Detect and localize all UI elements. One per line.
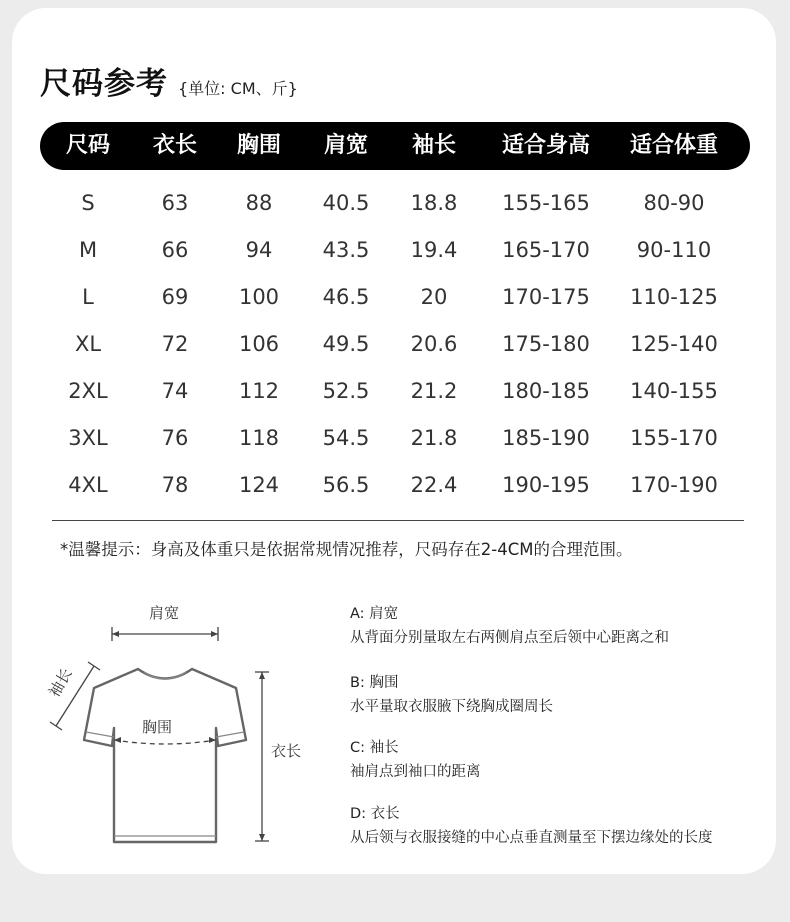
measure-title: C: 袖长 [350,740,399,756]
cell-chest: 100 [238,285,280,309]
cell-weight: 125-140 [630,332,718,356]
cell-size: 4XL [68,473,108,497]
cell-length: 78 [161,473,189,497]
cell-shoulder: 56.5 [322,473,370,497]
title-row [40,58,298,102]
table-row [0,368,790,415]
table-row [0,415,790,462]
cell-shoulder: 43.5 [322,238,370,262]
divider [52,520,744,521]
cell-chest: 118 [238,426,280,450]
measure-shoulder [350,602,669,650]
measure-length [350,802,713,850]
header-weight: 适合体重 [629,133,719,158]
cell-size: XL [74,332,102,356]
cell-shoulder: 46.5 [322,285,370,309]
length-label: 衣长 [271,742,302,760]
cell-chest: 94 [245,238,273,262]
cell-length: 74 [161,379,189,403]
shoulder-label: 肩宽 [149,604,180,622]
header-shoulder: 肩宽 [323,133,369,158]
measure-text: 从背面分别量取左右两侧肩点至后领中心距离之和 [350,630,669,646]
cell-shoulder: 54.5 [322,426,370,450]
measure-text: 水平量取衣服腋下绕胸成圈周长 [350,699,553,715]
size-table-body [0,180,790,509]
cell-height: 155-165 [502,191,590,215]
sleeve-label: 袖长 [45,665,76,701]
cell-weight: 90-110 [636,238,712,262]
cell-shoulder: 52.5 [322,379,370,403]
cell-height: 170-175 [502,285,590,309]
cell-weight: 155-170 [630,426,718,450]
cell-sleeve: 20 [420,285,448,309]
cell-sleeve: 19.4 [410,238,458,262]
cell-length: 72 [161,332,189,356]
page-title: 尺码参考 [40,66,168,102]
cell-chest: 124 [238,473,280,497]
header-size: 尺码 [65,133,111,158]
header-height: 适合身高 [501,133,591,158]
cell-sleeve: 21.8 [410,426,458,450]
header-length: 衣长 [152,133,198,158]
cell-weight: 140-155 [630,379,718,403]
table-row [0,321,790,368]
cell-chest: 106 [238,332,280,356]
tshirt-diagram [40,596,330,856]
cell-height: 190-195 [502,473,590,497]
cell-shoulder: 49.5 [322,332,370,356]
cell-sleeve: 20.6 [410,332,458,356]
header-chest: 胸围 [236,133,282,158]
cell-sleeve: 18.8 [410,191,458,215]
cell-length: 76 [161,426,189,450]
tshirt-icon [40,596,330,856]
table-header [40,122,750,170]
cell-height: 185-190 [502,426,590,450]
measure-title: B: 胸围 [350,675,399,691]
table-row [0,274,790,321]
cell-size: 2XL [68,379,108,403]
cell-weight: 80-90 [643,191,705,215]
cell-chest: 88 [245,191,273,215]
cell-height: 165-170 [502,238,590,262]
measure-chest [350,671,553,719]
cell-weight: 110-125 [630,285,718,309]
measure-sleeve [350,736,481,784]
cell-sleeve: 21.2 [410,379,458,403]
cell-chest: 112 [238,379,280,403]
header-sleeve: 袖长 [411,133,457,158]
cell-height: 175-180 [502,332,590,356]
unit-label: {单位: CM、斤} [178,79,298,98]
cell-size: S [81,191,95,215]
cell-length: 63 [161,191,189,215]
measure-text: 从后领与衣服接缝的中心点垂直测量至下摆边缘处的长度 [350,830,713,846]
tip-note: *温馨提示：身高及体重只是依据常规情况推荐，尺码存在2-4CM的合理范围。 [60,540,633,559]
table-row [0,180,790,227]
cell-sleeve: 22.4 [410,473,458,497]
measure-text: 袖肩点到袖口的距离 [350,764,481,780]
cell-weight: 170-190 [630,473,718,497]
measure-title: A: 肩宽 [350,606,399,622]
cell-shoulder: 40.5 [322,191,370,215]
cell-size: L [82,285,94,309]
table-row [0,227,790,274]
cell-length: 69 [161,285,189,309]
cell-size: M [78,238,98,262]
measure-title: D: 衣长 [350,806,400,822]
chest-label: 胸围 [142,718,173,736]
cell-length: 66 [161,238,189,262]
cell-height: 180-185 [502,379,590,403]
table-row [0,462,790,509]
cell-size: 3XL [68,426,108,450]
